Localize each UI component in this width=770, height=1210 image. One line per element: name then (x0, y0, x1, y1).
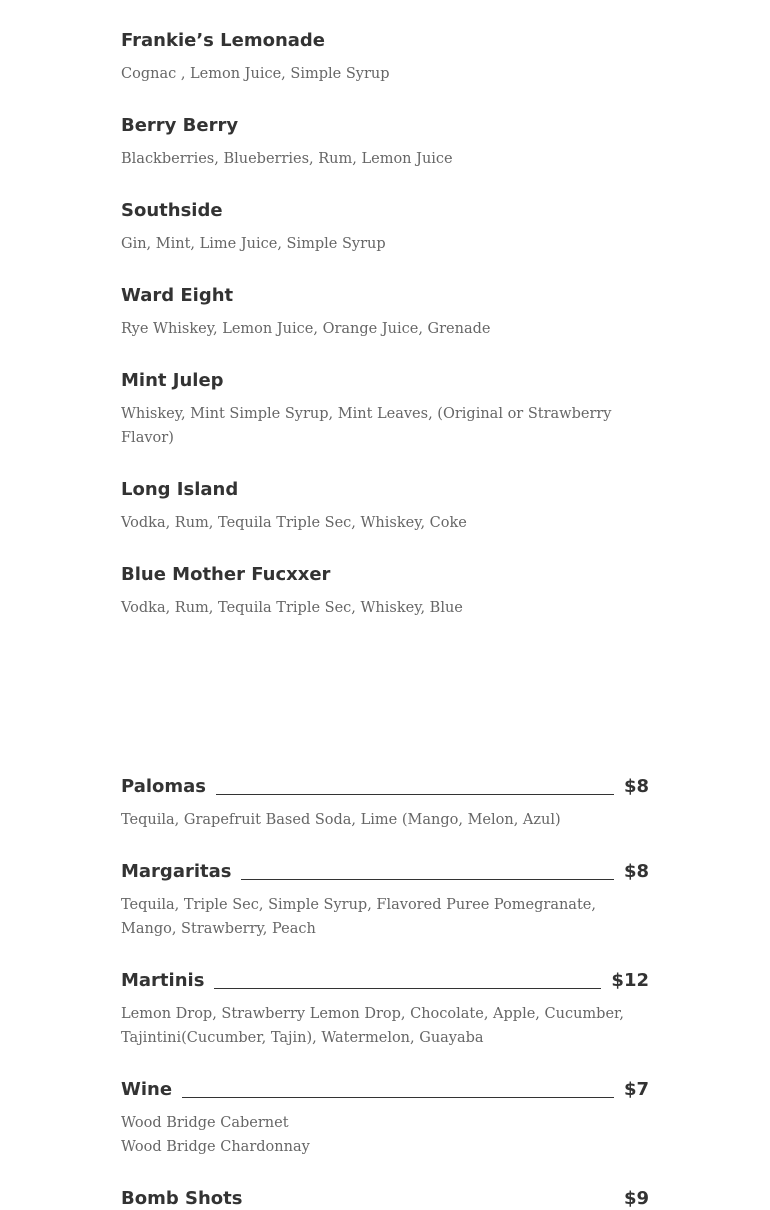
drink-name: Blue Mother Fucxxer (121, 564, 331, 585)
drink-name: Long Island (121, 479, 239, 500)
item-header-row (121, 861, 649, 883)
drink-description: Lemon Drop, Strawberry Lemon Drop, Chocolate, Apple, Cucumber, Tajintini(Cucumber, Tajin), Watermelon, Guayaba (121, 1006, 624, 1046)
menu-item (121, 200, 649, 256)
menu-item (121, 970, 649, 1050)
drink-description: Tequila, Grapefruit Based Soda, Lime (Mango, Melon, Azul) (121, 812, 561, 828)
drink-name: Frankie’s Lemonade (121, 30, 326, 51)
price-leader-line (214, 987, 601, 989)
wine-option: Wood Bridge Chardonnay (121, 1139, 310, 1155)
drink-description: Whiskey, Mint Simple Syrup, Mint Leaves, (Original or Strawberry Flavor) (121, 406, 612, 446)
price-leader-line (182, 1096, 614, 1098)
drink-description: Vodka, Rum, Tequila Triple Sec, Whiskey, Blue (121, 600, 463, 616)
item-header-row (121, 970, 649, 992)
drink-description: Vodka, Rum, Tequila Triple Sec, Whiskey, Coke (121, 515, 467, 531)
drink-name: Martinis (121, 970, 205, 991)
menu-item (121, 564, 649, 620)
drink-price: $8 (623, 776, 649, 797)
drink-name: Mint Julep (121, 370, 224, 391)
menu-item (121, 30, 649, 86)
menu-item (121, 285, 649, 341)
drink-name: Margaritas (121, 861, 232, 882)
drink-description: Tequila, Triple Sec, Simple Syrup, Flavored Puree Pomegranate, Mango, Strawberry, Peach (121, 897, 596, 937)
drink-name: Southside (121, 200, 223, 221)
drink-price: $12 (611, 970, 649, 991)
menu-item (121, 370, 621, 450)
menu-item (121, 861, 649, 941)
drink-name: Wine (121, 1079, 173, 1100)
price-leader-line (216, 793, 614, 795)
drink-name: Berry Berry (121, 115, 239, 136)
drink-price: $7 (623, 1079, 649, 1100)
price-leader-line (241, 878, 613, 880)
drink-price: $9 (623, 1188, 649, 1209)
menu-item (121, 776, 649, 832)
drink-description: Cognac , Lemon Juice, Simple Syrup (121, 66, 390, 82)
menu-item (121, 115, 649, 171)
drink-name: Palomas (121, 776, 207, 797)
drink-description: Blackberries, Blueberries, Rum, Lemon Juice (121, 151, 453, 167)
item-header-row (121, 776, 649, 798)
drink-description (121, 1111, 649, 1159)
item-header-row (121, 1079, 649, 1101)
drink-description: Rye Whiskey, Lemon Juice, Orange Juice, Grenade (121, 321, 491, 337)
drink-name: Bomb Shots (121, 1188, 243, 1209)
drink-price: $8 (623, 861, 649, 882)
drink-name: Ward Eight (121, 285, 234, 306)
menu-item (121, 479, 649, 535)
menu-item (121, 1079, 649, 1159)
wine-option: Wood Bridge Cabernet (121, 1115, 289, 1131)
drink-description: Gin, Mint, Lime Juice, Simple Syrup (121, 236, 386, 252)
